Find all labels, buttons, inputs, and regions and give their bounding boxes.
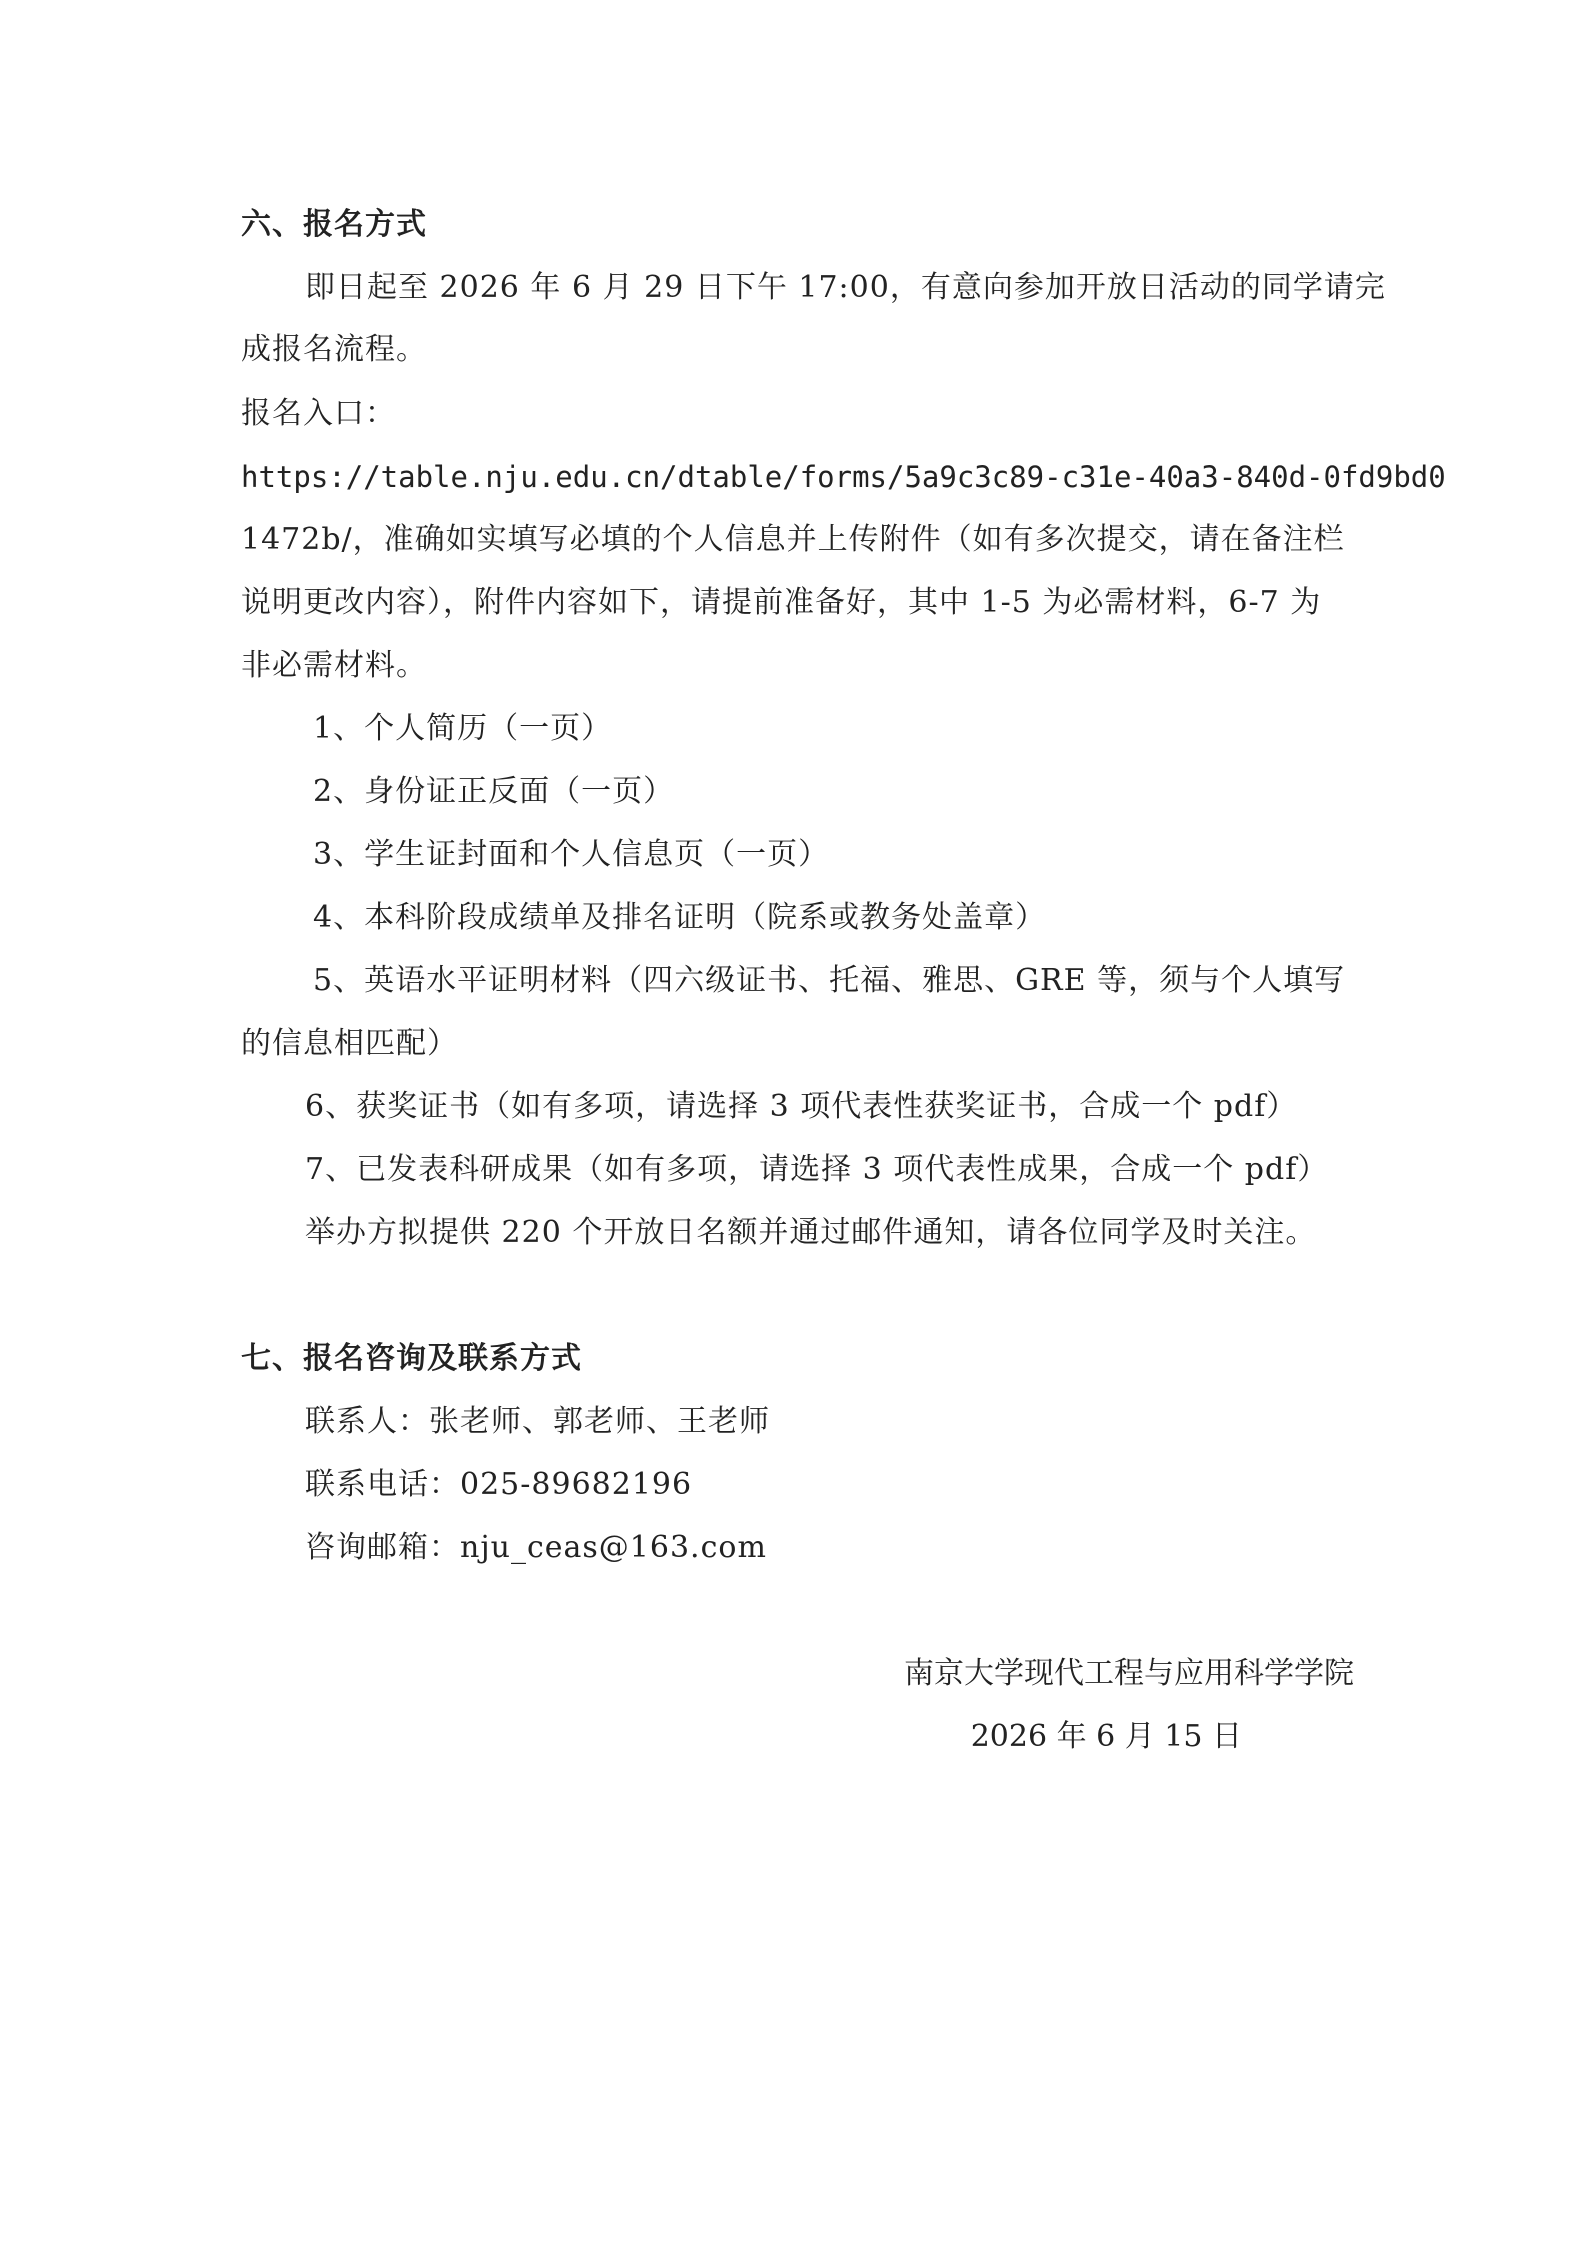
attachment-item-2: 2、身份证正反面（一页） (313, 774, 675, 809)
attachment-item-1: 1、个人简历（一页） (313, 711, 613, 746)
attachment-description-line-3: 非必需材料。 (241, 648, 427, 683)
registration-url-continued: 1472b/，准确如实填写必填的个人信息并上传附件（如有多次提交，请在备注栏 (241, 522, 1345, 557)
contact-email[interactable]: 咨询邮箱：nju_ceas@163.com (305, 1530, 767, 1565)
registration-entry-label: 报名入口： (241, 396, 396, 431)
section-6-para-line-2: 成报名流程。 (241, 332, 427, 367)
attachment-item-7: 7、已发表科研成果（如有多项，请选择 3 项代表性成果，合成一个 pdf） (305, 1152, 1329, 1187)
signature-organization: 南京大学现代工程与应用科学学院 (904, 1656, 1354, 1691)
attachment-item-4: 4、本科阶段成绩单及排名证明（院系或教务处盖章） (313, 900, 1047, 935)
quota-notice: 举办方拟提供 220 个开放日名额并通过邮件通知，请各位同学及时关注。 (305, 1215, 1317, 1250)
section-7-heading: 七、报名咨询及联系方式 (241, 1341, 582, 1376)
attachment-item-5: 5、英语水平证明材料（四六级证书、托福、雅思、GRE 等，须与个人填写 (313, 963, 1346, 998)
section-6-para-line-1: 即日起至 2026 年 6 月 29 日下午 17:00，有意向参加开放日活动的同学请完 (305, 270, 1386, 305)
attachment-item-5-continued: 的信息相匹配） (241, 1026, 458, 1061)
registration-url[interactable]: https://table.nju.edu.cn/dtable/forms/5a9c3c89-c31e-40a3-840d-0fd9bd0 (241, 460, 1446, 494)
attachment-item-6: 6、获奖证书（如有多项，请选择 3 项代表性获奖证书，合成一个 pdf） (305, 1089, 1298, 1124)
attachment-item-3: 3、学生证封面和个人信息页（一页） (313, 837, 830, 872)
attachment-description-line-2: 说明更改内容），附件内容如下，请提前准备好，其中 1-5 为必需材料，6-7 为 (241, 585, 1322, 620)
contact-phone: 联系电话：025-89682196 (305, 1467, 693, 1502)
contact-person: 联系人：张老师、郭老师、王老师 (305, 1404, 770, 1439)
section-6-heading: 六、报名方式 (241, 207, 427, 242)
signature-date: 2026 年 6 月 15 日 (970, 1719, 1242, 1754)
